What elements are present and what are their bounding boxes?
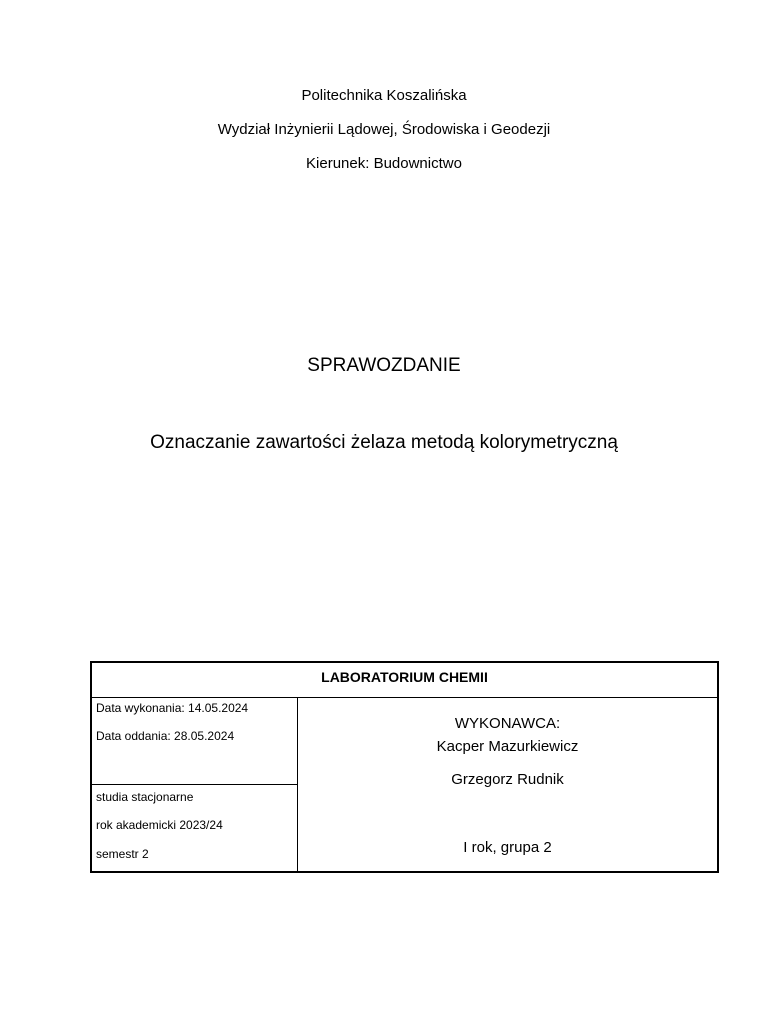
performer-name: Kacper Mazurkiewicz [436,738,579,755]
university-name: Politechnika Koszalińska [301,87,467,104]
table-heading: LABORATORIUM CHEMII [92,663,717,698]
year-group: I rok, grupa 2 [463,839,552,856]
faculty-name: Wydział Inżynierii Lądowej, Środowiska i Geodezji [217,121,551,138]
dates-and-study-column [92,698,298,871]
field-of-study: Kierunek: Budownictwo [306,155,462,172]
semester: semestr 2 [96,847,149,861]
performer-name: Grzegorz Rudnik [451,771,564,788]
lab-info-table [90,661,719,873]
document-type: SPRAWOZDANIE [307,355,461,376]
study-info-cell [92,785,297,871]
academic-year: rok akademicki 2023/24 [96,818,223,832]
performer-label: WYKONAWCA: [454,715,561,732]
dates-cell [92,698,297,785]
date-performed: Data wykonania: 14.05.2024 [96,701,249,715]
document-title: Oznaczanie zawartości żelaza metodą kolorymetryczną [150,432,618,453]
date-submitted: Data oddania: 28.05.2024 [96,729,235,743]
study-mode: studia stacjonarne [96,790,194,804]
performers-cell [298,698,717,871]
